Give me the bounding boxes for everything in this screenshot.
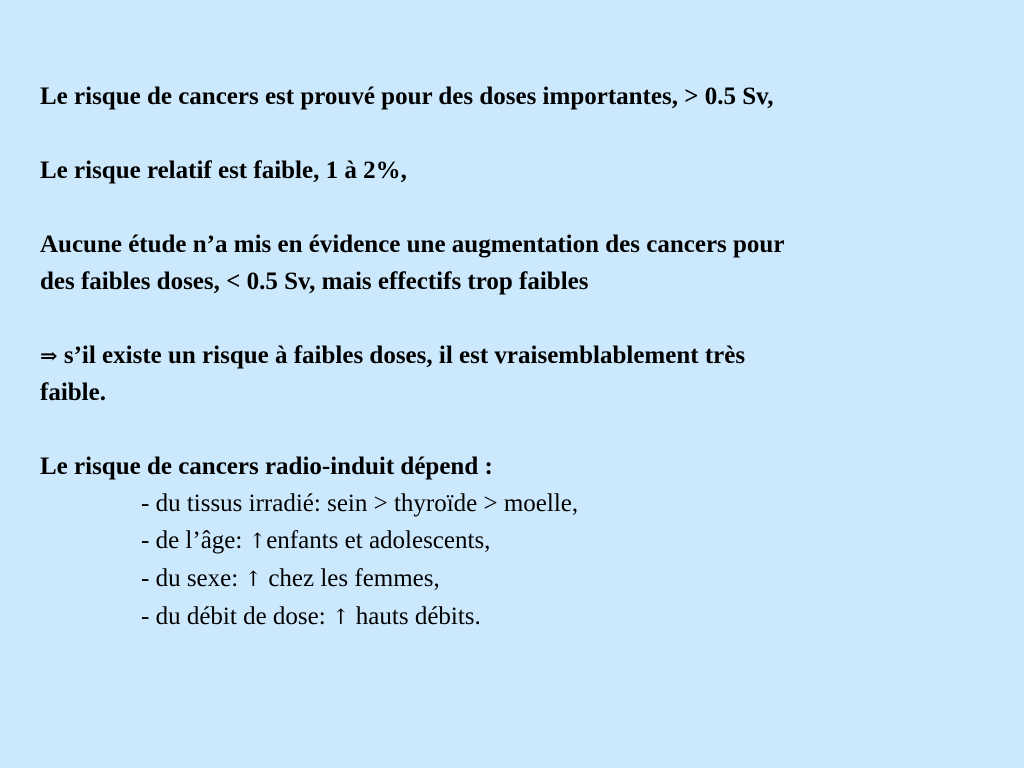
- statement-no-study-line-2: des faibles doses, < 0.5 Sv, mais effectifs trop faibles: [40, 268, 589, 295]
- conclusion-text: s’il existe un risque à faibles doses, il est vraisemblablement très: [57, 342, 746, 369]
- spacer: [40, 300, 984, 337]
- factor-text: - de l’âge:: [141, 527, 249, 554]
- spacer: [40, 115, 984, 152]
- factor-detail: chez les femmes,: [262, 565, 440, 592]
- factor-detail: enfants et adolescents,: [266, 527, 491, 554]
- factor-text: - du tissus irradié: sein > thyroïde > moelle,: [141, 490, 579, 517]
- up-arrow-icon: ↑: [244, 567, 263, 591]
- spacer: [40, 189, 984, 226]
- up-arrow-icon: ↑: [331, 605, 350, 629]
- factor-text: - du débit de dose:: [141, 603, 332, 630]
- up-arrow-icon: ↑: [248, 529, 267, 553]
- statement-no-study-line-1: Aucune étude n’a mis en évidence une augmentation des cancers pour: [40, 231, 785, 258]
- conclusion-line-2: faible.: [40, 379, 106, 406]
- factor-detail: hauts débits.: [349, 603, 481, 630]
- spacer: [40, 411, 984, 448]
- factors-heading: Le risque de cancers radio-induit dépend :: [40, 453, 493, 480]
- factor-sex: [40, 560, 984, 598]
- statement-proven-risk: Le risque de cancers est prouvé pour des doses importantes, > 0.5 Sv,: [40, 83, 774, 110]
- factor-text: - du sexe:: [141, 565, 245, 592]
- factor-dose-rate: [40, 598, 984, 636]
- conclusion-line-1: [40, 337, 984, 374]
- implies-arrow-icon: ⇒: [40, 343, 58, 368]
- factor-age: [40, 522, 984, 560]
- factor-tissue: [40, 485, 984, 522]
- statement-relative-risk: Le risque relatif est faible, 1 à 2%,: [40, 157, 407, 184]
